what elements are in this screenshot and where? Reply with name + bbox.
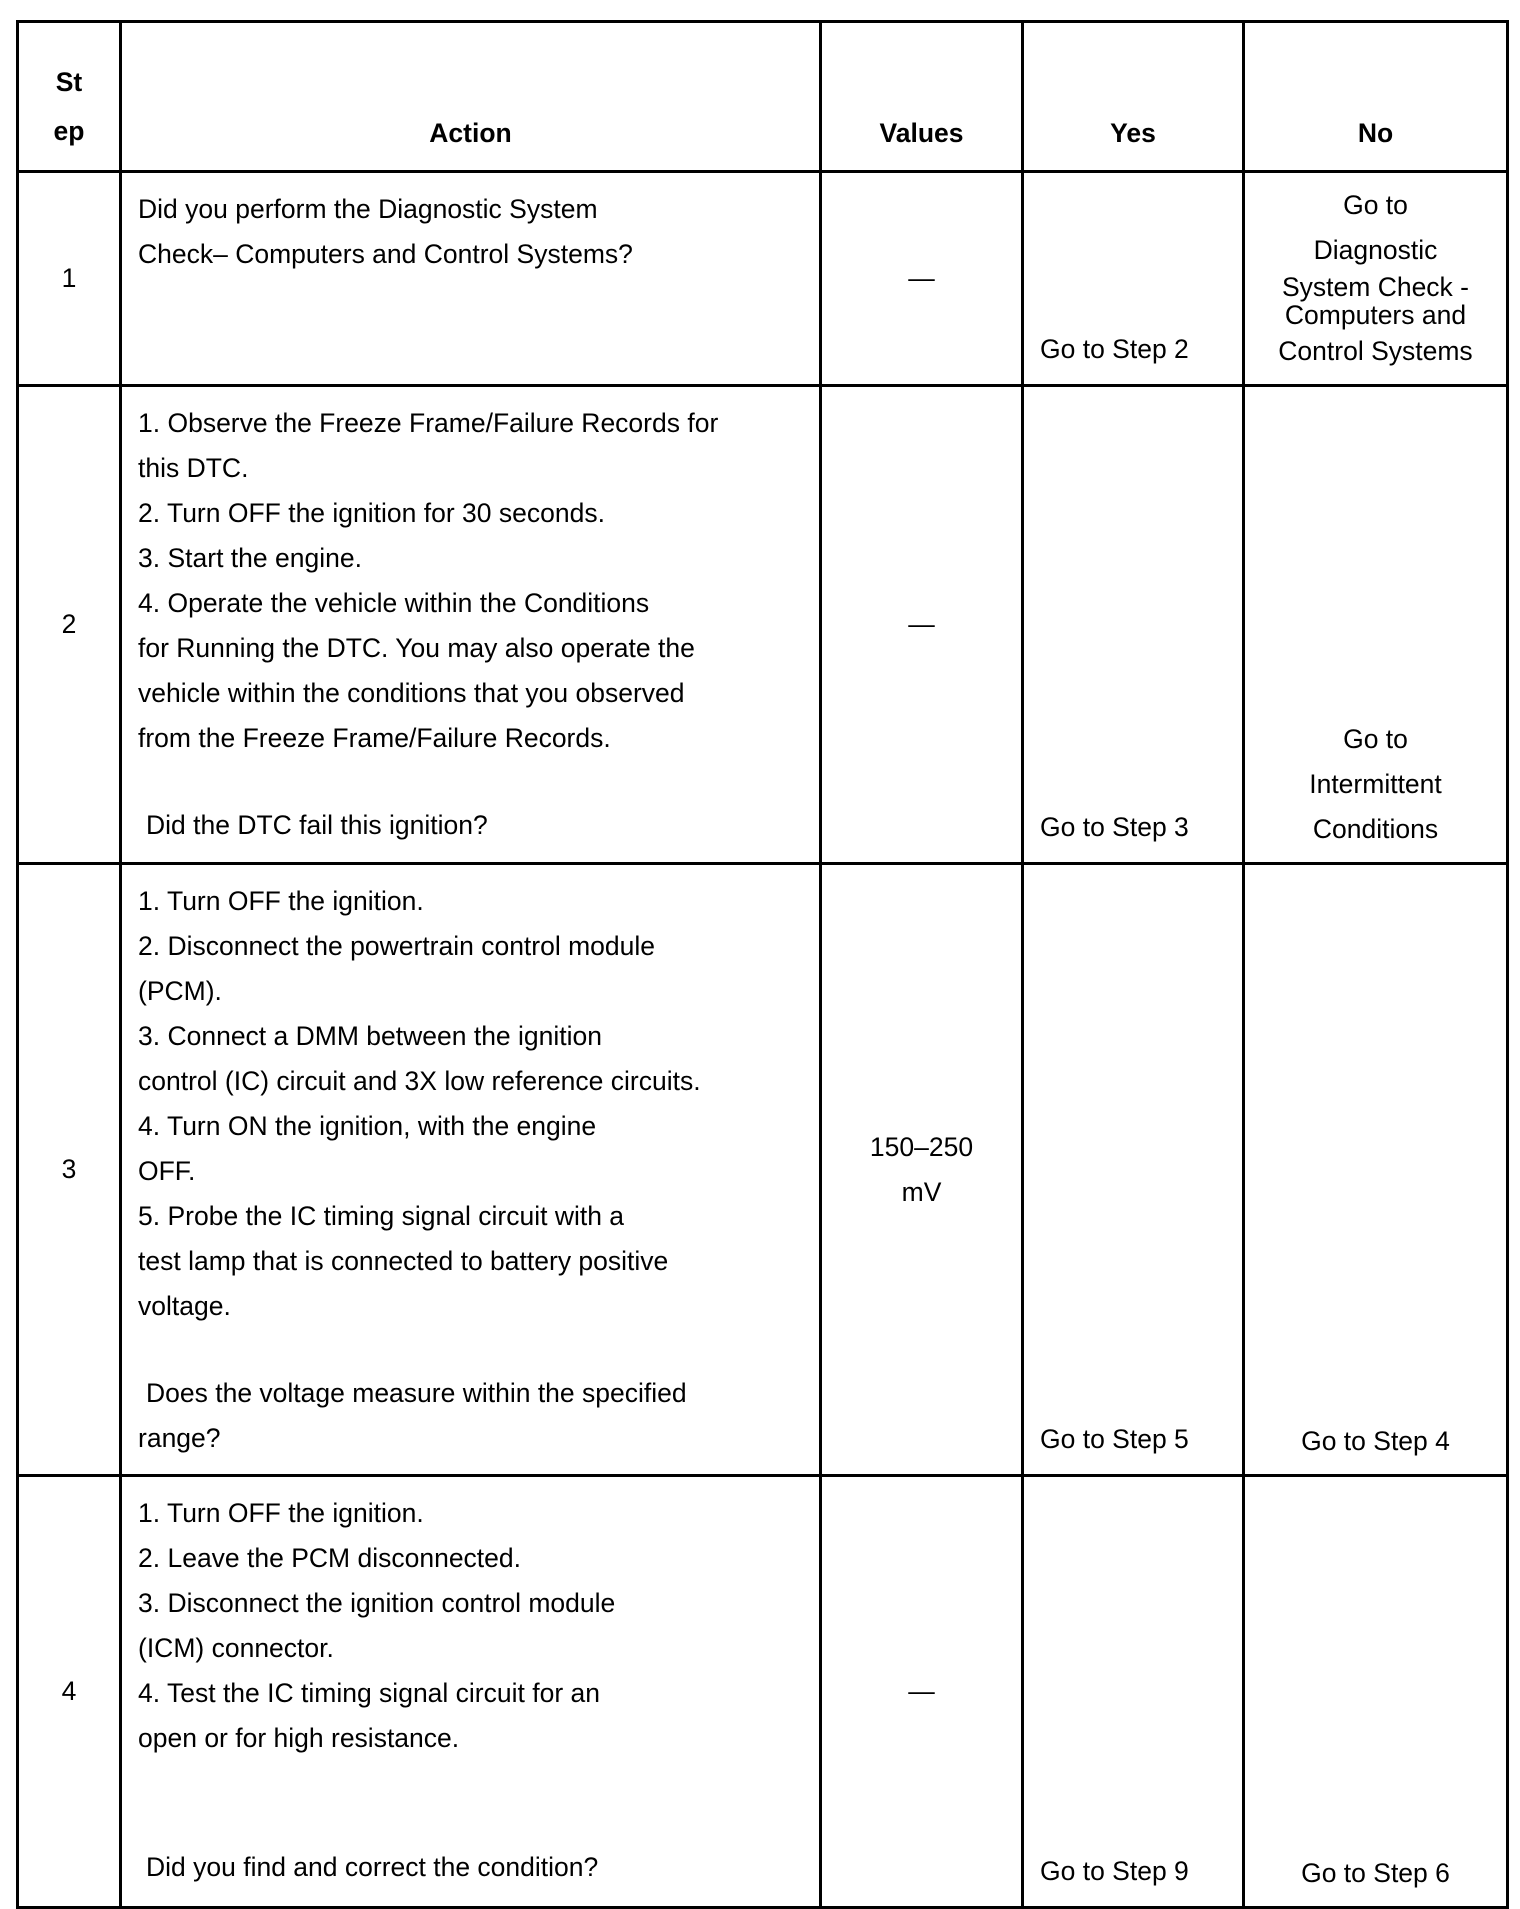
action-cell: Did you perform the Diagnostic System Check– Computers and Control Systems? <box>121 172 821 386</box>
step-number: 3 <box>18 864 121 1476</box>
no-cell: Go to Intermittent Conditions <box>1244 386 1508 864</box>
step-number: 4 <box>18 1476 121 1908</box>
header-action: Action <box>121 22 821 172</box>
header-step: St ep <box>18 22 121 172</box>
diagnostic-table <box>16 20 1509 1909</box>
header-values: Values <box>821 22 1023 172</box>
table-row <box>18 172 1508 386</box>
values-cell: — <box>821 1476 1023 1908</box>
values-cell: 150–250 mV <box>821 864 1023 1476</box>
table-row <box>18 1476 1508 1908</box>
values-cell: — <box>821 386 1023 864</box>
no-cell: Go to Diagnostic System Check - Computers and Control Systems <box>1244 172 1508 386</box>
action-cell: 1. Turn OFF the ignition. 2. Leave the PCM disconnected. 3. Disconnect the ignition control module (ICM) connector. 4. Test the IC timing signal circuit for an open or for high resistance. Did you find and correct the condition? <box>121 1476 821 1908</box>
header-yes: Yes <box>1023 22 1244 172</box>
step-number: 2 <box>18 386 121 864</box>
header-row <box>18 22 1508 172</box>
yes-cell: Go to Step 9 <box>1023 1476 1244 1908</box>
table-row <box>18 864 1508 1476</box>
yes-cell: Go to Step 5 <box>1023 864 1244 1476</box>
header-no: No <box>1244 22 1508 172</box>
question-text: Did you find and correct the condition? <box>146 1852 599 1882</box>
step-number: 1 <box>18 172 121 386</box>
no-cell: Go to Step 6 <box>1244 1476 1508 1908</box>
no-cell: Go to Step 4 <box>1244 864 1508 1476</box>
question-text: Did the DTC fail this ignition? <box>146 810 488 840</box>
yes-cell: Go to Step 2 <box>1023 172 1244 386</box>
action-cell: 1. Observe the Freeze Frame/Failure Records for this DTC. 2. Turn OFF the ignition for 30 seconds. 3. Start the engine. 4. Operate the vehicle within the Conditions for Running the DTC. You may also operate the vehicle within the conditions that you observed from the Freeze Frame/Failure Records. Did the DTC fail this ignition? <box>121 386 821 864</box>
yes-cell: Go to Step 3 <box>1023 386 1244 864</box>
action-cell: 1. Turn OFF the ignition. 2. Disconnect the powertrain control module (PCM). 3. Connect a DMM between the ignition control (IC) circuit and 3X low reference circuits. 4. Turn ON the ignition, with the engine OFF. 5. Probe the IC timing signal circuit with a test lamp that is connected to battery positive voltage. Does the voltage measure within the specified range? <box>121 864 821 1476</box>
values-cell: — <box>821 172 1023 386</box>
question-text: Does the voltage measure within the specified <box>146 1378 687 1408</box>
table-row <box>18 386 1508 864</box>
